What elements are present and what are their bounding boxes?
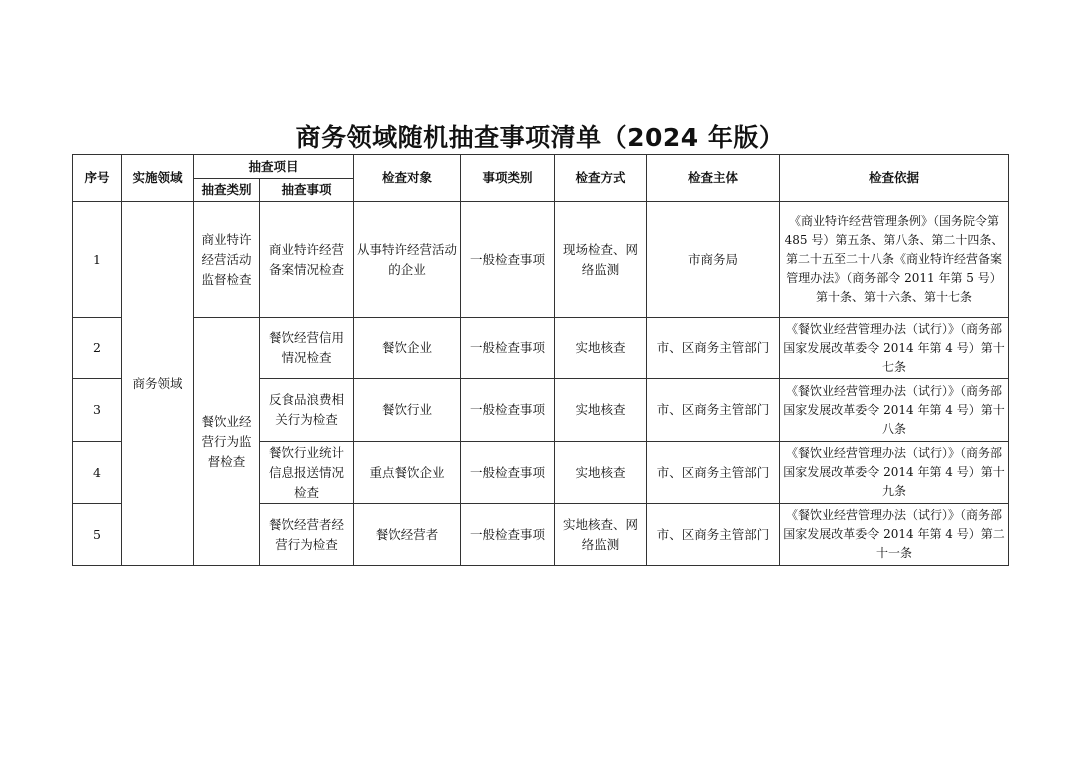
cell-item-type: 一般检查事项: [461, 202, 555, 318]
header-domain: 实施领域: [122, 155, 194, 202]
cell-target: 从事特许经营活动的企业: [354, 202, 461, 318]
cell-basis: 《餐饮业经营管理办法（试行）》（商务部 国家发展改革委令 2014 年第 4 号）第十九条: [780, 442, 1009, 504]
cell-method: 实地核查: [555, 318, 647, 379]
cell-matter: 餐饮经营信用情况检查: [260, 318, 354, 379]
header-basis: 检查依据: [780, 155, 1009, 202]
cell-matter: 餐饮经营者经营行为检查: [260, 504, 354, 566]
cell-matter: 商业特许经营备案情况检查: [260, 202, 354, 318]
table-row: [73, 202, 1009, 318]
header-category: 抽查类别: [194, 179, 260, 202]
cell-method: 实地核查: [555, 442, 647, 504]
cell-method: 现场检查、网络监测: [555, 202, 647, 318]
cell-subject: 市、区商务主管部门: [647, 318, 780, 379]
cell-item-type: 一般检查事项: [461, 442, 555, 504]
cell-subject: 市、区商务主管部门: [647, 442, 780, 504]
cell-target: 重点餐饮企业: [354, 442, 461, 504]
cell-category: 商业特许经营活动监督检查: [194, 202, 260, 318]
cell-seq: 3: [73, 379, 122, 442]
inspection-table: [72, 154, 1009, 566]
cell-seq: 4: [73, 442, 122, 504]
cell-subject: 市、区商务主管部门: [647, 379, 780, 442]
document-title: 商务领域随机抽查事项清单（2024 年版）: [295, 123, 785, 152]
cell-method: 实地核查、网络监测: [555, 504, 647, 566]
header-target: 检查对象: [354, 155, 461, 202]
cell-item-type: 一般检查事项: [461, 379, 555, 442]
cell-target: 餐饮企业: [354, 318, 461, 379]
cell-target: 餐饮行业: [354, 379, 461, 442]
cell-basis: 《餐饮业经营管理办法（试行）》（商务部 国家发展改革委令 2014 年第 4 号）第二十一条: [780, 504, 1009, 566]
cell-basis: 《餐饮业经营管理办法（试行）》（商务部 国家发展改革委令 2014 年第 4 号）第十七条: [780, 318, 1009, 379]
header-row-1: [73, 155, 1009, 179]
cell-subject: 市、区商务主管部门: [647, 504, 780, 566]
header-seq: 序号: [73, 155, 122, 202]
cell-matter: 餐饮行业统计信息报送情况检查: [260, 442, 354, 504]
cell-target: 餐饮经营者: [354, 504, 461, 566]
cell-subject: 市商务局: [647, 202, 780, 318]
header-matter: 抽查事项: [260, 179, 354, 202]
cell-item-type: 一般检查事项: [461, 504, 555, 566]
table-row: [73, 318, 1009, 379]
cell-domain: 商务领域: [122, 202, 194, 566]
cell-seq: 2: [73, 318, 122, 379]
cell-basis: 《餐饮业经营管理办法（试行）》（商务部 国家发展改革委令 2014 年第 4 号）第十八条: [780, 379, 1009, 442]
cell-item-type: 一般检查事项: [461, 318, 555, 379]
header-subject: 检查主体: [647, 155, 780, 202]
cell-method: 实地核查: [555, 379, 647, 442]
header-inspection-items: 抽查项目: [194, 155, 354, 179]
cell-seq: 1: [73, 202, 122, 318]
cell-basis: 《商业特许经营管理条例》（国务院令第 485 号）第五条、第八条、第二十四条、第二十五至二十八条《商业特许经营备案管理办法》（商务部令 2011 年第 5 号）第十条、第十六条、第十七条: [780, 202, 1009, 318]
cell-seq: 5: [73, 504, 122, 566]
header-item-type: 事项类别: [461, 155, 555, 202]
header-method: 检查方式: [555, 155, 647, 202]
cell-matter: 反食品浪费相关行为检查: [260, 379, 354, 442]
cell-category: 餐饮业经营行为监督检查: [194, 318, 260, 566]
